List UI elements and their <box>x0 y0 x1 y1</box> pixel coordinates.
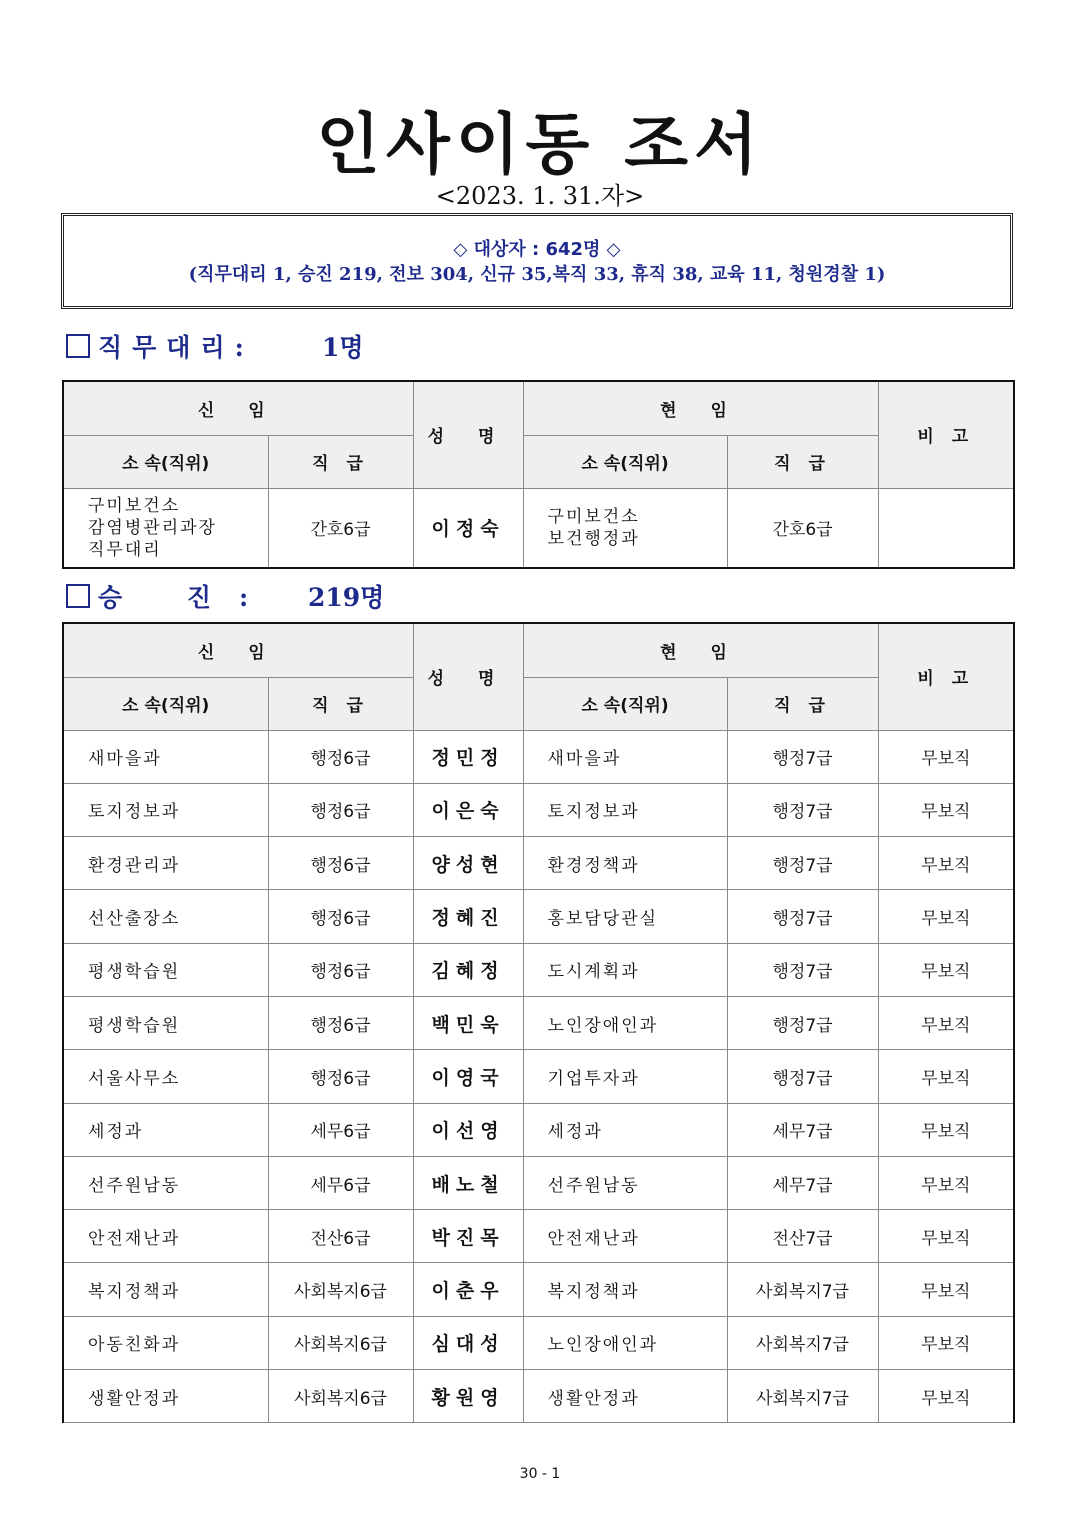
section-heading-acting <box>66 332 364 364</box>
current-affiliation: 노인장애인과 <box>523 1316 727 1369</box>
person-name: 이춘우 <box>413 1263 523 1316</box>
current-grade: 행정7급 <box>727 996 878 1049</box>
checkbox-square-icon <box>66 584 90 608</box>
new-grade: 세무6급 <box>268 1156 413 1209</box>
remarks: 무보직 <box>878 837 1014 890</box>
remarks: 무보직 <box>878 1156 1014 1209</box>
current-affiliation: 환경정책과 <box>523 837 727 890</box>
current-grade: 행정7급 <box>727 1050 878 1103</box>
new-grade: 사회복지6급 <box>268 1263 413 1316</box>
current-grade: 사회복지7급 <box>727 1316 878 1369</box>
document-date: <2023. 1. 31.자> <box>435 182 645 210</box>
remarks: 무보직 <box>878 996 1014 1049</box>
current-affiliation: 홍보담당관실 <box>523 890 727 943</box>
table-row <box>63 1156 1014 1209</box>
remarks: 무보직 <box>878 1263 1014 1316</box>
new-grade: 간호6급 <box>268 488 413 568</box>
person-name: 이영국 <box>413 1050 523 1103</box>
remarks: 무보직 <box>878 1210 1014 1263</box>
current-grade: 행정7급 <box>727 890 878 943</box>
person-name: 이은숙 <box>413 783 523 836</box>
header-current-post: 현 임 <box>523 623 878 677</box>
header-grade: 직 급 <box>268 677 413 730</box>
summary-total: ◇ 대상자 : 642명 ◇ <box>453 239 621 260</box>
current-affiliation: 구미보건소 보건행정과 <box>523 488 727 568</box>
page-number: 30 - 1 <box>519 1466 561 1482</box>
current-grade: 세무7급 <box>727 1103 878 1156</box>
new-affiliation: 생활안정과 <box>63 1370 268 1423</box>
header-name: 성 명 <box>413 381 523 488</box>
acting-table <box>62 380 1015 569</box>
new-affiliation: 아동친화과 <box>63 1316 268 1369</box>
table-row <box>63 1370 1014 1423</box>
remarks: 무보직 <box>878 890 1014 943</box>
current-affiliation: 선주원남동 <box>523 1156 727 1209</box>
current-affiliation: 노인장애인과 <box>523 996 727 1049</box>
new-grade: 행정6급 <box>268 943 413 996</box>
person-name: 이정숙 <box>413 488 523 568</box>
remarks: 무보직 <box>878 1370 1014 1423</box>
person-name: 이선영 <box>413 1103 523 1156</box>
document-title: 인사이동 조서 <box>316 106 764 183</box>
new-affiliation: 평생학습원 <box>63 943 268 996</box>
current-affiliation: 도시계획과 <box>523 943 727 996</box>
header-affiliation: 소 속(직위) <box>523 435 727 488</box>
current-grade: 세무7급 <box>727 1156 878 1209</box>
current-affiliation: 세정과 <box>523 1103 727 1156</box>
person-name: 백민욱 <box>413 996 523 1049</box>
header-remarks: 비 고 <box>878 623 1014 730</box>
table-row <box>63 1263 1014 1316</box>
person-name: 정민정 <box>413 730 523 783</box>
current-affiliation: 기업투자과 <box>523 1050 727 1103</box>
new-grade: 사회복지6급 <box>268 1370 413 1423</box>
new-grade: 전산6급 <box>268 1210 413 1263</box>
person-name: 심대성 <box>413 1316 523 1369</box>
header-new-post: 신 임 <box>63 381 413 435</box>
table-row <box>63 890 1014 943</box>
person-name: 양성현 <box>413 837 523 890</box>
current-affiliation: 복지정책과 <box>523 1263 727 1316</box>
new-affiliation: 환경관리과 <box>63 837 268 890</box>
table-row <box>63 1103 1014 1156</box>
current-affiliation: 토지정보과 <box>523 783 727 836</box>
person-name: 황원영 <box>413 1370 523 1423</box>
table-row <box>63 837 1014 890</box>
remarks: 무보직 <box>878 783 1014 836</box>
remarks: 무보직 <box>878 1316 1014 1369</box>
person-name: 정혜진 <box>413 890 523 943</box>
table-row <box>63 488 1014 568</box>
section-count: 219명 <box>308 583 385 612</box>
new-affiliation: 새마을과 <box>63 730 268 783</box>
person-name: 박진목 <box>413 1210 523 1263</box>
promotion-table <box>62 622 1015 1423</box>
person-name: 배노철 <box>413 1156 523 1209</box>
new-affiliation: 구미보건소 감염병관리과장 직무대리 <box>63 488 268 568</box>
header-current-post: 현 임 <box>523 381 878 435</box>
new-affiliation: 토지정보과 <box>63 783 268 836</box>
remarks: 무보직 <box>878 1050 1014 1103</box>
header-affiliation: 소 속(직위) <box>63 677 268 730</box>
current-grade: 간호6급 <box>727 488 878 568</box>
section-heading-promotion <box>66 582 385 614</box>
new-affiliation: 선산출장소 <box>63 890 268 943</box>
table-row <box>63 943 1014 996</box>
remarks: 무보직 <box>878 943 1014 996</box>
section-count: 1명 <box>322 333 364 362</box>
table-row <box>63 1050 1014 1103</box>
remarks: 무보직 <box>878 1103 1014 1156</box>
section-label: 직무대리: <box>98 333 254 362</box>
remarks <box>878 488 1014 568</box>
current-grade: 행정7급 <box>727 943 878 996</box>
current-grade: 행정7급 <box>727 730 878 783</box>
new-affiliation: 평생학습원 <box>63 996 268 1049</box>
current-grade: 사회복지7급 <box>727 1370 878 1423</box>
new-affiliation: 서울사무소 <box>63 1050 268 1103</box>
current-grade: 전산7급 <box>727 1210 878 1263</box>
new-grade: 행정6급 <box>268 1050 413 1103</box>
remarks: 무보직 <box>878 730 1014 783</box>
header-affiliation: 소 속(직위) <box>523 677 727 730</box>
table-row <box>63 1210 1014 1263</box>
current-grade: 사회복지7급 <box>727 1263 878 1316</box>
table-row <box>63 730 1014 783</box>
summary-breakdown: (직무대리 1, 승진 219, 전보 304, 신규 35,복직 33, 휴직 38, 교육 11, 청원경찰 1) <box>188 264 886 285</box>
header-remarks: 비 고 <box>878 381 1014 488</box>
new-affiliation: 세정과 <box>63 1103 268 1156</box>
summary-box <box>61 213 1013 309</box>
table-row <box>63 1316 1014 1369</box>
section-label: 승 진: <box>98 583 277 612</box>
new-grade: 행정6급 <box>268 837 413 890</box>
current-grade: 행정7급 <box>727 783 878 836</box>
new-affiliation: 안전재난과 <box>63 1210 268 1263</box>
header-grade: 직 급 <box>727 677 878 730</box>
header-new-post: 신 임 <box>63 623 413 677</box>
person-name: 김혜정 <box>413 943 523 996</box>
current-affiliation: 안전재난과 <box>523 1210 727 1263</box>
new-grade: 행정6급 <box>268 996 413 1049</box>
new-grade: 행정6급 <box>268 730 413 783</box>
current-grade: 행정7급 <box>727 837 878 890</box>
new-grade: 행정6급 <box>268 890 413 943</box>
new-grade: 사회복지6급 <box>268 1316 413 1369</box>
current-affiliation: 새마을과 <box>523 730 727 783</box>
checkbox-square-icon <box>66 334 90 358</box>
table-row <box>63 996 1014 1049</box>
header-affiliation: 소 속(직위) <box>63 435 268 488</box>
new-grade: 세무6급 <box>268 1103 413 1156</box>
new-affiliation: 선주원남동 <box>63 1156 268 1209</box>
current-affiliation: 생활안정과 <box>523 1370 727 1423</box>
header-grade: 직 급 <box>268 435 413 488</box>
new-grade: 행정6급 <box>268 783 413 836</box>
new-affiliation: 복지정책과 <box>63 1263 268 1316</box>
table-row <box>63 783 1014 836</box>
header-name: 성 명 <box>413 623 523 730</box>
header-grade: 직 급 <box>727 435 878 488</box>
